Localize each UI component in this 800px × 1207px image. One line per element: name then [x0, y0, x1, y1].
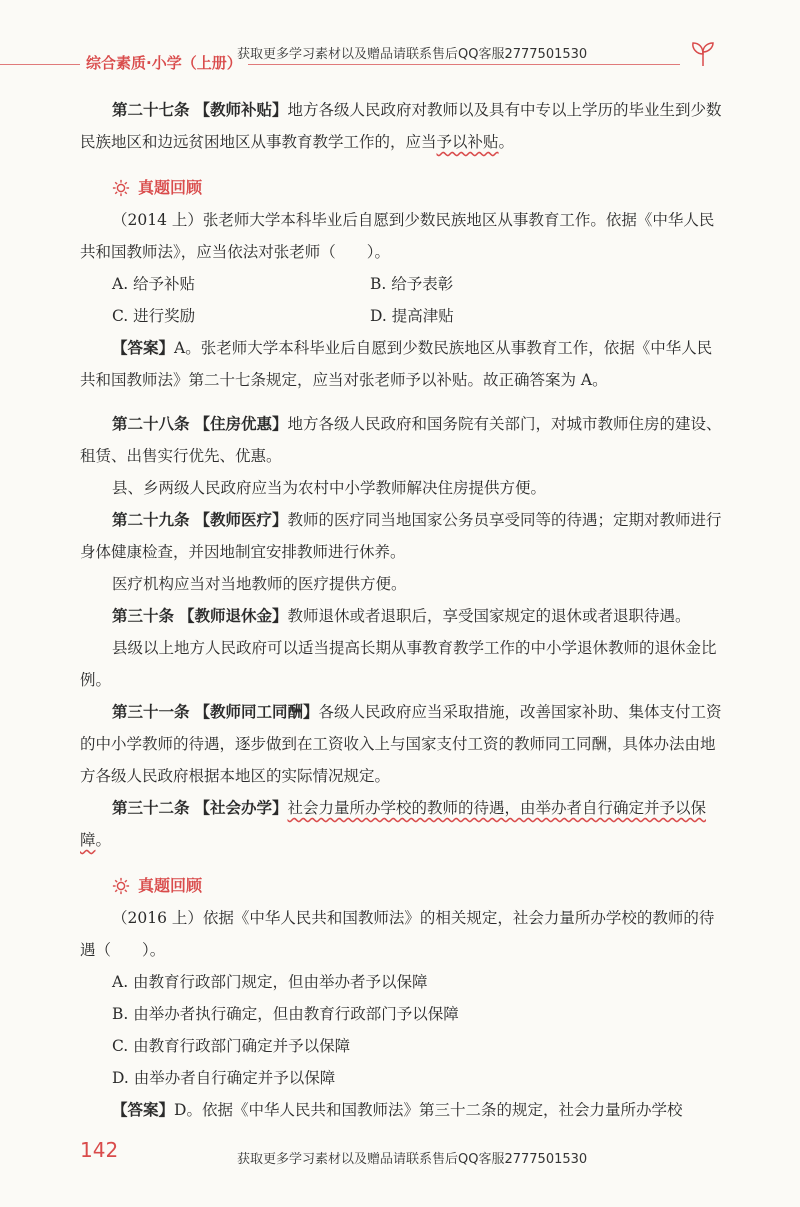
review-question: （2014 上）张老师大学本科毕业后自愿到少数民族地区从事教育工作。依据《中华人民共和国教师法》，应当依法对张老师（ ）。	[80, 211, 715, 261]
article-tag: 【教师退休金】	[178, 607, 288, 625]
review-answer	[80, 332, 722, 396]
article-text-end: 。	[95, 831, 112, 849]
article-tag: 【教师同工同酬】	[194, 703, 319, 721]
options-row	[80, 268, 722, 300]
option-c: C. 由教育行政部门确定并予以保障	[112, 1037, 351, 1055]
option-b: B. 由举办者执行确定，但由教育行政部门予以保障	[112, 1005, 459, 1023]
option-d: D. 由举办者自行确定并予以保障	[112, 1069, 336, 1087]
review-heading-text: 真题回顾	[138, 876, 203, 895]
answer-text: A。张老师大学本科毕业后自愿到少数民族地区从事教育工作，依据《中华人民共和国教师法》第二十七条规定，应当对张老师予以补贴。故正确答案为 A。	[80, 339, 713, 389]
article-31	[80, 696, 722, 792]
review-answer	[80, 1094, 722, 1126]
article-28-para2: 县、乡两级人民政府应当为农村中小学教师解决住房提供方便。	[112, 479, 547, 497]
option-c: C. 进行奖励	[112, 307, 196, 325]
article-label: 第二十八条	[112, 415, 190, 433]
header-title: 综合素质·小学（上册）	[80, 52, 248, 73]
emphasis-text: 予以补贴	[436, 133, 499, 151]
article-text: 教师退休或者退职后，享受国家规定的退休或者退职待遇。	[287, 607, 691, 625]
option-a: A. 给予补贴	[112, 275, 196, 293]
emphasis-text: 社会力量所办学校的教师的待遇，由举办者自行确定并予以保障	[80, 799, 706, 849]
sun-icon	[112, 877, 130, 895]
article-30-para2: 县级以上地方人民政府可以适当提高长期从事教育教学工作的中小学退休教师的退休金比例。	[80, 639, 717, 689]
header-watermark: 获取更多学习素材以及赠品请联系售后QQ客服2777501530	[237, 47, 588, 62]
article-32	[80, 792, 722, 856]
options-row	[80, 300, 722, 332]
article-tag: 【教师补贴】	[194, 101, 288, 119]
option-d: D. 提高津贴	[370, 307, 454, 325]
footer-watermark: 获取更多学习素材以及赠品请联系售后QQ客服2777501530	[237, 1152, 588, 1167]
article-text-end: 。	[498, 133, 515, 151]
answer-label: 【答案】	[112, 1101, 175, 1119]
article-tag: 【住房优惠】	[194, 415, 288, 433]
page-number: 142	[80, 1138, 119, 1162]
option-a: A. 由教育行政部门规定，但由举办者予以保障	[112, 973, 428, 991]
article-text: 各级人民政府应当采取措施，改善国家补助、集体支付工资的中小学教师的待遇，逐步做到在工资收入上与国家支付工资的教师同工同酬，具体办法由地方各级人民政府根据本地区的实际情况规定。	[80, 703, 722, 785]
article-29-para2: 医疗机构应当对当地教师的医疗提供方便。	[112, 575, 407, 593]
article-29	[80, 504, 722, 568]
page-content	[80, 94, 722, 1126]
answer-text: D。依据《中华人民共和国教师法》第三十二条的规定，社会力量所办学校	[174, 1101, 683, 1119]
article-label: 第二十七条	[112, 101, 190, 119]
article-27	[80, 94, 722, 158]
article-tag: 【社会办学】	[194, 799, 288, 817]
sprout-icon	[688, 38, 718, 68]
review-heading	[112, 172, 722, 204]
article-28	[80, 408, 722, 472]
review-heading	[112, 870, 722, 902]
article-text: 教师的医疗同当地国家公务员享受同等的待遇；定期对教师进行身体健康检查，并因地制宜安排教师进行休养。	[80, 511, 722, 561]
article-label: 第三十一条	[112, 703, 190, 721]
article-label: 第二十九条	[112, 511, 190, 529]
option-b: B. 给予表彰	[370, 275, 454, 293]
article-30	[80, 600, 722, 632]
article-text: 地方各级人民政府对教师以及具有中专以上学历的毕业生到少数民族地区和边远贫困地区从事教育教学工作的，应当	[80, 101, 722, 151]
article-label: 第三十条	[112, 607, 175, 625]
article-tag: 【教师医疗】	[194, 511, 288, 529]
review-heading-text: 真题回顾	[138, 178, 203, 197]
sun-icon	[112, 179, 130, 197]
answer-label: 【答案】	[112, 339, 175, 357]
article-text: 地方各级人民政府和国务院有关部门，对城市教师住房的建设、租赁、出售实行优先、优惠。	[80, 415, 722, 465]
review-question: （2016 上）依据《中华人民共和国教师法》的相关规定，社会力量所办学校的教师的待遇（ ）。	[80, 909, 715, 959]
article-label: 第三十二条	[112, 799, 190, 817]
